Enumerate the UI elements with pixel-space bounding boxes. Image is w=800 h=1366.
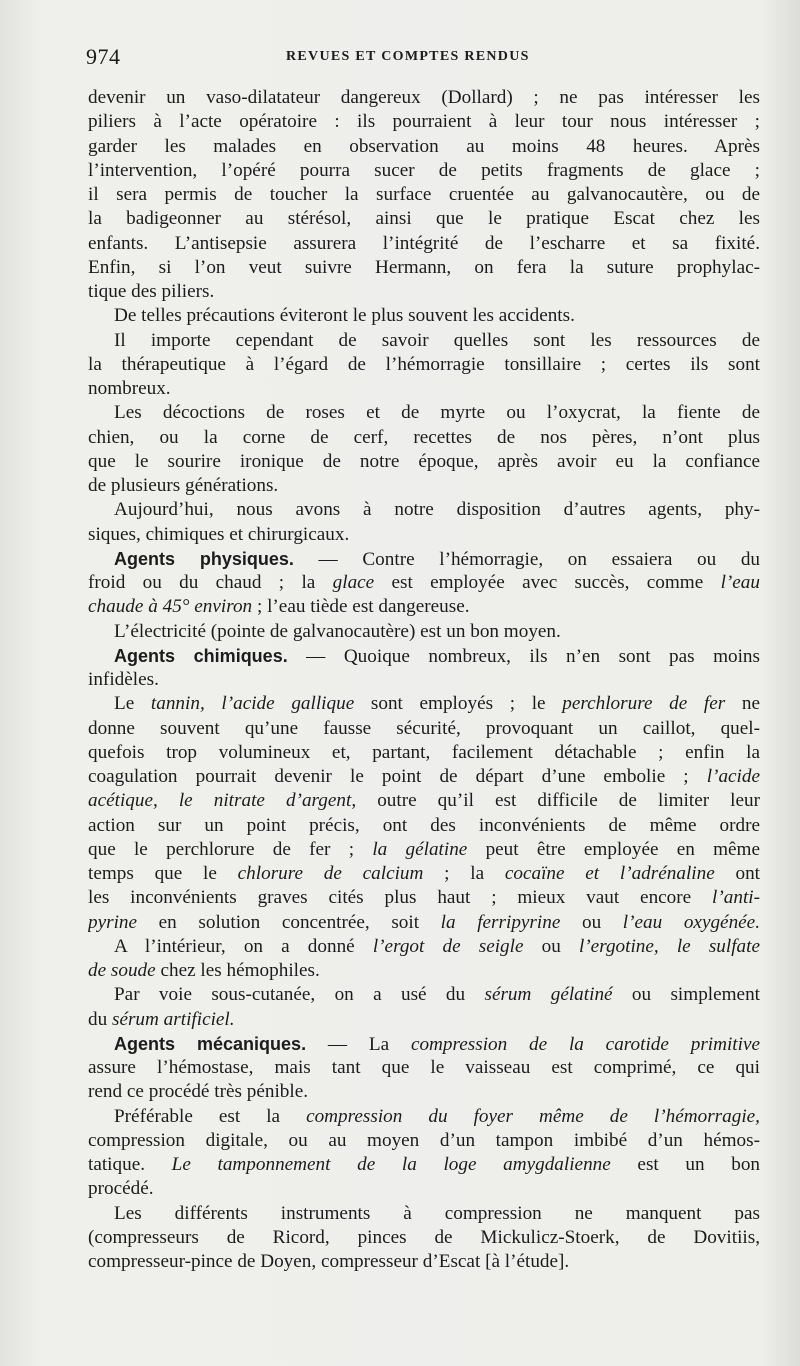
- text-line: [88, 353, 760, 377]
- text-run: A l’intérieur, on a donné: [114, 935, 373, 957]
- text-line: [88, 935, 760, 959]
- text-run: quefois trop volumineux et, partant, facilement détachable ; enfin la: [88, 741, 760, 763]
- text-line: [88, 377, 760, 401]
- text-run: ou: [523, 935, 579, 957]
- text-run: est employée avec succès, comme: [374, 572, 721, 593]
- text-run: L’électricité (pointe de galvanocautère) est un bon moyen.: [114, 620, 561, 642]
- text-run: — La: [306, 1033, 411, 1055]
- text-line: [88, 741, 760, 765]
- text-line: [88, 474, 760, 498]
- text-line: [88, 498, 760, 522]
- italic-text: l’ergotine, le sulfate: [578, 935, 760, 957]
- text-run: peut être employée en même: [467, 838, 760, 860]
- text-line: [88, 789, 760, 813]
- text-run: ou simplement: [612, 984, 760, 1006]
- text-run: ; l’eau tiède est dangereuse.: [252, 596, 470, 618]
- text-run: coagulation pourrait devenir le point de départ d’une embolie ;: [88, 766, 707, 787]
- text-run: en solution concentrée, soit: [137, 911, 441, 933]
- body-text: [88, 86, 760, 1274]
- italic-text: l’acide: [706, 766, 760, 787]
- text-line: [88, 838, 760, 862]
- text-run: tatique.: [88, 1154, 172, 1175]
- text-run: — Contre l’hémorragie, on essaiera ou du: [293, 548, 760, 570]
- text-line: [88, 1202, 760, 1226]
- italic-text: Le tamponnement de la loge amygdalienne: [171, 1154, 611, 1175]
- section-heading: Agents mécaniques.: [114, 1033, 307, 1054]
- text-line: [88, 862, 760, 886]
- italic-text: compression de la carotide primitive: [410, 1033, 760, 1055]
- text-line: [88, 232, 760, 256]
- page-header: [86, 44, 586, 74]
- italic-text: chaude à 45° environ: [88, 596, 253, 618]
- text-run: chien, ou la corne de cerf, recettes de nos pères, n’ont plus: [88, 426, 760, 448]
- text-line: [88, 135, 760, 159]
- text-run: Les différents instruments à compression ne manquent pas: [114, 1202, 760, 1224]
- italic-text: perchlorure de fer: [562, 693, 726, 715]
- text-run: l’intervention, l’opéré pourra sucer de petits fragments de glace ;: [88, 159, 760, 181]
- text-run: procédé.: [88, 1178, 154, 1200]
- text-run: nombreux.: [88, 378, 171, 399]
- text-line: [88, 86, 760, 110]
- text-run: outre qu’il est difficile de limiter leur: [356, 790, 760, 812]
- text-run: Préférable est la: [114, 1105, 307, 1127]
- text-line: [88, 304, 760, 328]
- text-run: tique des piliers.: [88, 281, 215, 302]
- text-run: infidèles.: [88, 669, 159, 690]
- text-line: [88, 644, 760, 668]
- italic-text: cocaïne et l’adrénaline: [504, 863, 715, 884]
- text-run: ou: [560, 911, 623, 933]
- text-run: que le perchlorure de fer ;: [88, 838, 373, 860]
- italic-text: glace: [332, 572, 375, 593]
- text-run: — Quoique nombreux, ils n’en sont pas moins: [287, 645, 760, 667]
- text-line: [88, 1129, 760, 1153]
- text-line: [88, 1105, 760, 1129]
- text-run: temps que le: [88, 863, 238, 884]
- text-line: [88, 523, 760, 547]
- italic-text: sérum artificiel.: [111, 1008, 235, 1030]
- text-line: [88, 110, 760, 134]
- italic-text: pyrine: [88, 911, 138, 933]
- text-line: [88, 1056, 760, 1080]
- text-run: devenir un vaso-dilatateur dangereux (Dollard) ; ne pas intéresser les: [88, 87, 760, 108]
- italic-text: chlorure de calcium: [237, 863, 424, 884]
- text-line: [88, 1177, 760, 1201]
- text-line: [88, 983, 760, 1007]
- text-line: [88, 595, 760, 619]
- text-line: [88, 256, 760, 280]
- text-run: ne: [725, 693, 760, 715]
- text-run: (compresseurs de Ricord, pinces de Mickulicz-Stoerk, de Dovitiis,: [88, 1226, 760, 1248]
- text-line: [88, 814, 760, 838]
- text-line: [88, 959, 760, 983]
- text-run: est un bon: [610, 1154, 760, 1175]
- text-run: siques, chimiques et chirurgicaux.: [88, 523, 350, 545]
- text-run: la badigeonner au stérésol, ainsi que le pratique Escat chez les: [88, 208, 760, 230]
- italic-text: l’anti-: [712, 887, 760, 909]
- text-run: donne souvent qu’une fausse sécurité, provoquant un caillot, quel-: [88, 717, 760, 739]
- text-line: [88, 886, 760, 910]
- section-heading: Agents chimiques.: [114, 645, 288, 666]
- text-run: du: [88, 1008, 112, 1030]
- text-line: [88, 620, 760, 644]
- text-run: piliers à l’acte opératoire : ils pourraient à leur tour nous intéresser ;: [88, 111, 760, 133]
- text-run: compresseur-pince de Doyen, compresseur d’Escat [à l’étude].: [88, 1251, 570, 1272]
- text-run: les inconvénients graves cités plus haut ; mieux vaut encore: [88, 887, 713, 909]
- text-run: Le: [114, 693, 151, 715]
- text-line: [88, 668, 760, 692]
- italic-text: la ferripyrine: [440, 911, 561, 933]
- text-line: [88, 1226, 760, 1250]
- italic-text: la gélatine: [372, 838, 468, 860]
- text-line: [88, 692, 760, 716]
- text-line: [88, 426, 760, 450]
- running-head: REVUES ET COMPTES RENDUS: [286, 49, 530, 64]
- text-run: que le sourire ironique de notre époque, après avoir eu la confiance: [88, 450, 760, 472]
- text-run: chez les hémophiles.: [155, 960, 320, 981]
- italic-text: l’eau oxygénée.: [622, 911, 760, 933]
- page-number: 974: [86, 44, 121, 69]
- text-line: [88, 547, 760, 571]
- text-run: froid ou du chaud ; la: [88, 572, 333, 593]
- text-line: [88, 183, 760, 207]
- italic-text: acétique, le nitrate d’argent,: [88, 790, 357, 812]
- text-run: Aujourd’hui, nous avons à notre disposition d’autres agents, phy-: [114, 499, 760, 521]
- text-line: [88, 1080, 760, 1104]
- text-run: ont: [714, 863, 760, 884]
- text-line: [88, 450, 760, 474]
- text-run: compression digitale, ou au moyen d’un tampon imbibé d’un hémos-: [88, 1129, 760, 1151]
- text-run: enfants. L’antisepsie assurera l’intégrité de l’escharre et sa fixité.: [88, 232, 760, 254]
- text-line: [88, 1250, 760, 1274]
- text-line: [88, 159, 760, 183]
- text-line: [88, 1032, 760, 1056]
- text-run: rend ce procédé très pénible.: [88, 1081, 309, 1103]
- section-heading: Agents physiques.: [114, 548, 294, 569]
- text-line: [88, 717, 760, 741]
- text-run: De telles précautions éviteront le plus souvent les accidents.: [114, 305, 575, 327]
- italic-text: l’eau: [720, 572, 760, 593]
- text-run: Les décoctions de roses et de myrte ou l’oxycrat, la fiente de: [114, 402, 760, 424]
- text-run: la thérapeutique à l’égard de l’hémorragie tonsillaire ; certes ils sont: [88, 353, 760, 375]
- italic-text: de soude: [88, 960, 156, 981]
- text-line: [88, 571, 760, 595]
- text-run: Par voie sous-cutanée, on a usé du: [114, 984, 485, 1006]
- text-run: Enfin, si l’on veut suivre Hermann, on fera la suture prophylac-: [88, 256, 760, 278]
- text-run: Il importe cependant de savoir quelles sont les ressources de: [114, 329, 760, 351]
- text-line: [88, 280, 760, 304]
- text-run: il sera permis de toucher la surface cruentée au galvanocautère, ou de: [88, 184, 760, 205]
- text-run: assure l’hémostase, mais tant que le vaisseau est comprimé, ce qui: [88, 1057, 760, 1078]
- text-run: ; la: [423, 863, 505, 884]
- text-line: [88, 207, 760, 231]
- italic-text: l’ergot de seigle: [372, 935, 524, 957]
- italic-text: compression du foyer même de l’hémorragie,: [306, 1105, 760, 1127]
- text-run: sont employés ; le: [354, 693, 563, 715]
- italic-text: tannin, l’acide gallique: [150, 693, 355, 715]
- text-run: de plusieurs générations.: [88, 475, 279, 496]
- text-line: [88, 765, 760, 789]
- text-line: [88, 911, 760, 935]
- text-line: [88, 1153, 760, 1177]
- text-line: [88, 1008, 760, 1032]
- text-line: [88, 329, 760, 353]
- text-run: action sur un point précis, ont des inconvénients de même ordre: [88, 814, 760, 836]
- text-line: [88, 401, 760, 425]
- italic-text: sérum gélatiné: [484, 984, 613, 1006]
- text-run: garder les malades en observation au moins 48 heures. Après: [88, 135, 760, 157]
